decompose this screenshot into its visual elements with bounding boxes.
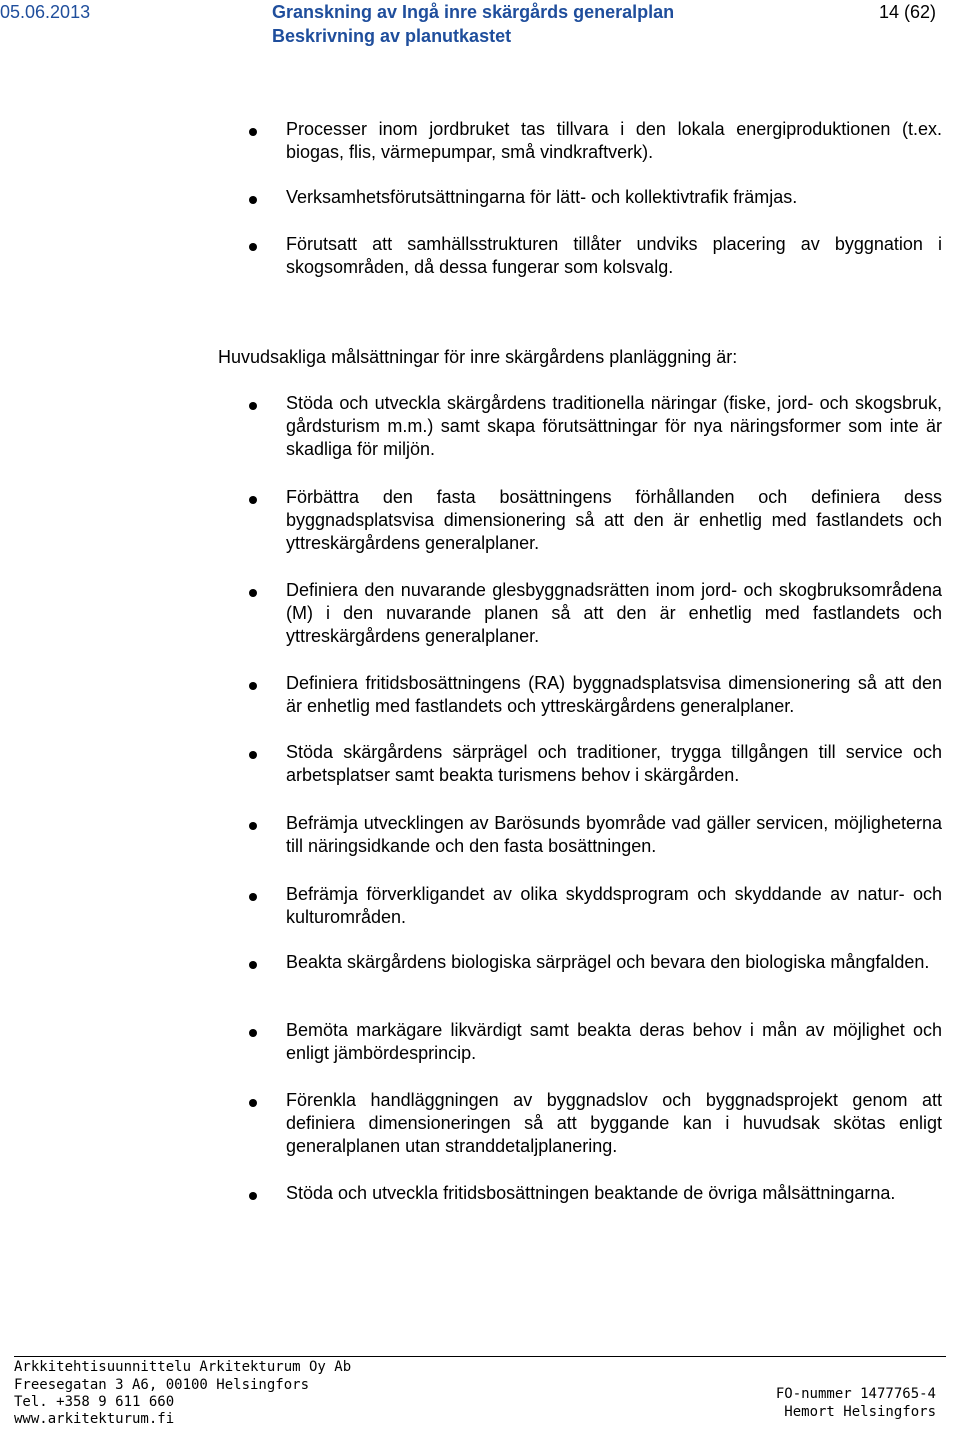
list-item-text: Processer inom jordbruket tas tillvara i den lokala energiproduktionen (t.ex. biogas, flis, värmepumpar, små vindkraftverk). [286, 119, 942, 163]
bullet-icon [249, 589, 257, 597]
list-item-text: Förutsatt att samhällsstrukturen tillåter undviks placering av byggnation i skogsområden, då dessa fungerar som kolsvalg. [286, 234, 942, 278]
bullet-icon [249, 128, 257, 136]
document-subtitle: Beskrivning av planutkastet [272, 26, 512, 46]
list-item-text: Befrämja förverkligandet av olika skyddsprogram och skyddande av natur- och kulturområden. [286, 884, 942, 928]
bullet-icon [249, 961, 257, 969]
bullet-icon [249, 402, 257, 410]
list-item-text: Stöda och utveckla fritidsbosättningen beaktande de övriga målsättningarna. [286, 1183, 896, 1203]
bullet-icon [249, 1192, 257, 1200]
page-number: 14 (62) [878, 2, 936, 22]
footer-domicile: Hemort Helsingfors [784, 1404, 936, 1420]
bullet-icon [249, 496, 257, 504]
list-item-text: Bemöta markägare likvärdigt samt beakta deras behov i mån av möjlighet och enligt jämbördesprincip. [286, 1020, 942, 1064]
footer-divider [14, 1356, 946, 1357]
list-item-text: Förenkla handläggningen av byggnadslov och byggnadsprojekt genom att definiera dimensioneringen så att byggande kan i huvudsak skötas enligt generalplanen utan stranddetaljplanering. [286, 1090, 942, 1157]
list-item-text: Definiera den nuvarande glesbyggnadsrätten inom jord- och skogbruksområdena (M) i den nuvarande planen så att den är enhetlig med fastlandets och yttreskärgårdens generalplaner. [286, 580, 942, 647]
document-title: Granskning av Ingå inre skärgårds generalplan [272, 2, 675, 22]
footer-fo-number: FO-nummer 1477765-4 [775, 1386, 936, 1402]
list-item-text: Förbättra den fasta bosättningens förhållanden och definiera dess byggnadsplatsvisa dimensionering så att den är enhetlig med fastlandets och yttreskärgårdens generalplaner. [286, 487, 942, 554]
bullet-icon [249, 822, 257, 830]
bullet-icon [249, 1029, 257, 1037]
footer-address: Freesegatan 3 A6, 00100 Helsingfors [14, 1377, 310, 1393]
bullet-icon [249, 196, 257, 204]
bullet-icon [249, 682, 257, 690]
list-item-text: Stöda skärgårdens särprägel och traditioner, trygga tillgången till service och arbetsplatser samt beakta turismens behov i skärgården. [286, 742, 942, 786]
list-item-text: Befrämja utvecklingen av Barösunds byområde vad gäller servicen, möjligheterna till näringsidkande och den fasta bosättningen. [286, 813, 942, 857]
bullet-icon [249, 1099, 257, 1107]
list-item-text: Beakta skärgårdens biologiska särprägel och bevara den biologiska mångfalden. [286, 952, 930, 972]
footer-company: Arkkitehtisuunnittelu Arkitekturum Oy Ab [14, 1359, 352, 1375]
header-date: 05.06.2013 [0, 2, 91, 22]
bullet-icon [249, 243, 257, 251]
intro-paragraph: Huvudsakliga målsättningar för inre skärgårdens planläggning är: [218, 347, 738, 367]
list-item-text: Verksamhetsförutsättningarna för lätt- och kollektivtrafik främjas. [286, 187, 798, 207]
footer-phone: Tel. +358 9 611 660 [14, 1394, 175, 1410]
footer-website: www.arkitekturum.fi [14, 1411, 175, 1427]
bullet-icon [249, 893, 257, 901]
list-item-text: Definiera fritidsbosättningens (RA) byggnadsplatsvisa dimensionering så att den är enhetlig med fastlandets och yttreskärgårdens generalplaner. [286, 673, 942, 717]
list-item-text: Stöda och utveckla skärgårdens traditionella näringar (fiske, jord- och skogsbruk, gårdsturism m.m.) samt skapa förutsättningar för nya näringsformer som inte är skadliga för miljön. [286, 393, 942, 460]
bullet-icon [249, 751, 257, 759]
